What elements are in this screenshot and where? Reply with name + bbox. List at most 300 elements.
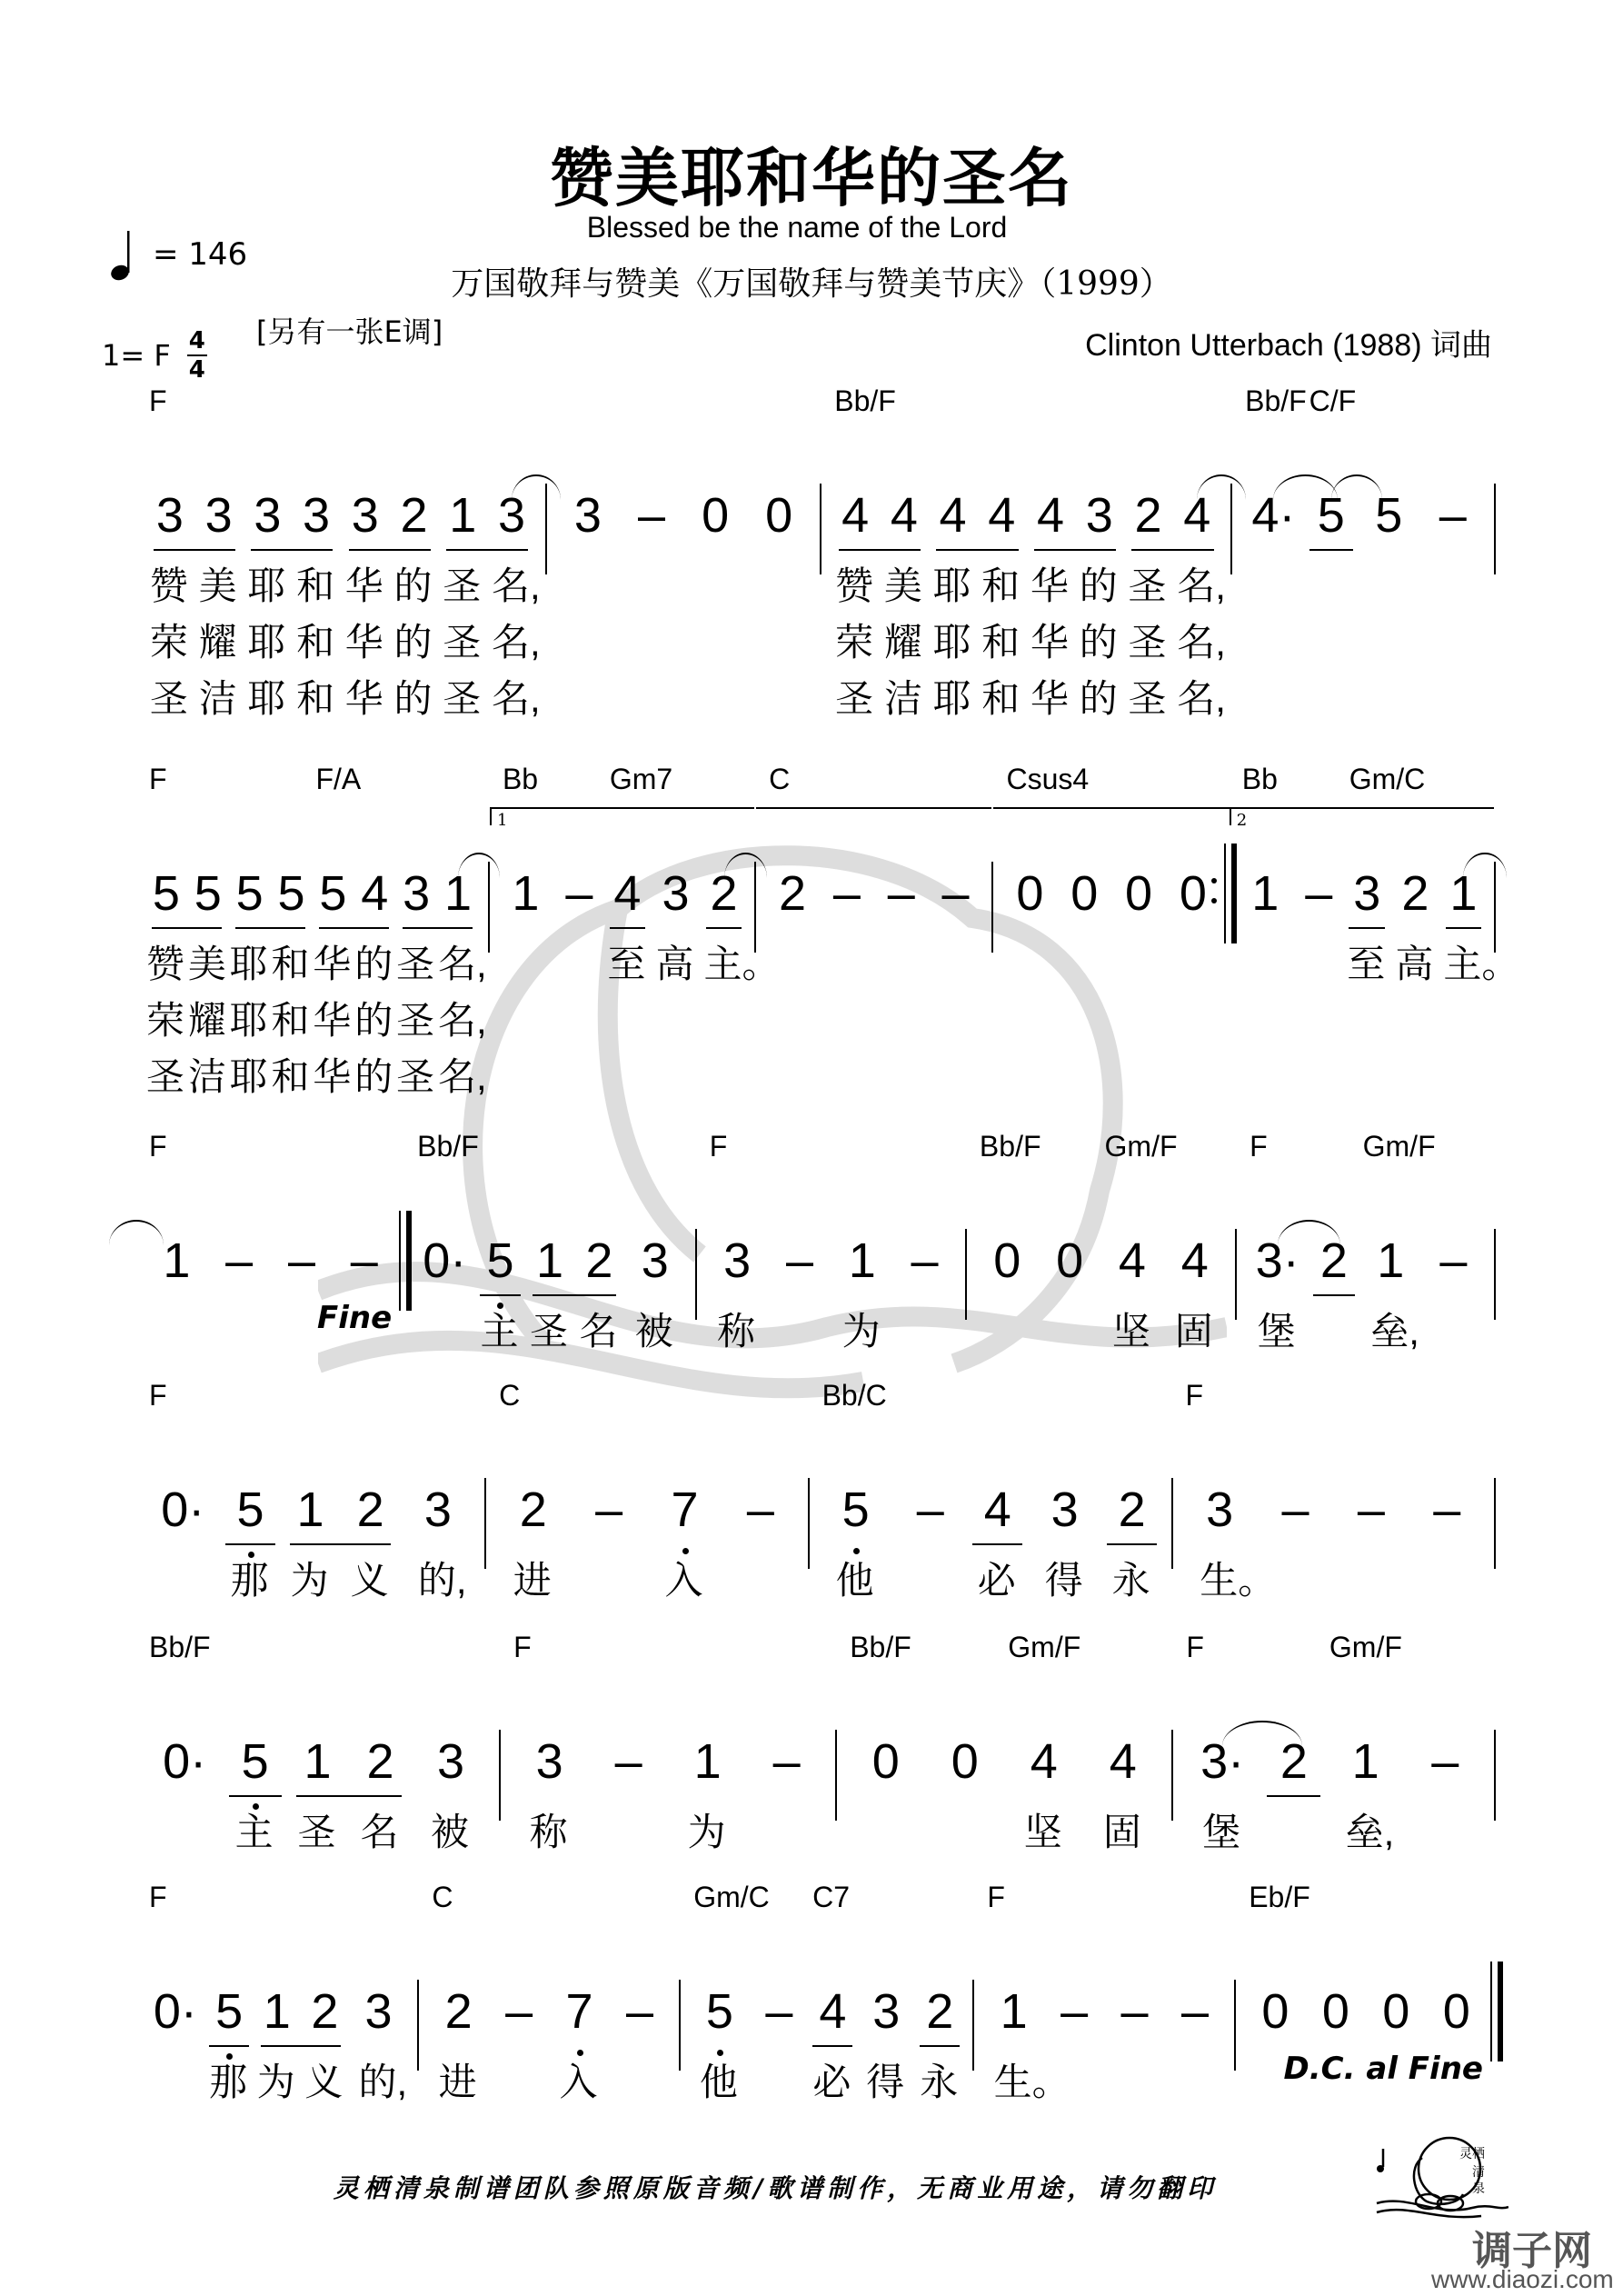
note-digit: 5 (1375, 488, 1403, 543)
beam-group (395, 862, 487, 1098)
time-top: 4 (188, 327, 205, 354)
score-system (136, 763, 1520, 1098)
chord-symbol: F (149, 1379, 167, 1412)
lyric: 高 (1395, 943, 1434, 985)
note-digit: 1 (1351, 1734, 1379, 1789)
note (1366, 1980, 1426, 2043)
note (893, 1478, 968, 1542)
note-digit: 4 (1180, 1233, 1209, 1288)
note (624, 1229, 686, 1353)
note-digit: – (287, 1233, 316, 1288)
note (690, 1881, 770, 2103)
lyric: 圣 (396, 999, 435, 1042)
tempo-value: = 146 (153, 236, 248, 273)
note-digit: 0 (1442, 1984, 1470, 2039)
lower-octave-dot (853, 1548, 860, 1554)
lyric: 荣 (145, 999, 184, 1042)
lyric: 名, (492, 621, 541, 664)
note-digit: 3 (535, 1734, 563, 1789)
note (475, 1229, 524, 1353)
chord-symbol: Gm/F (1362, 1130, 1436, 1163)
measure (974, 1881, 1236, 2103)
chord-symbol: Csus4 (1006, 763, 1090, 795)
note (412, 1730, 490, 1853)
lyric: 名, (438, 943, 487, 985)
lyric: 洁 (883, 677, 922, 720)
chord-symbol: Gm/F (1008, 1631, 1081, 1663)
note-digit: 5 (1317, 488, 1345, 543)
note (145, 384, 194, 720)
note-digit: – (1439, 488, 1467, 543)
note-digit: 0 (1056, 1233, 1084, 1288)
note (1346, 763, 1426, 985)
lyric: 入 (559, 2061, 598, 2103)
note-digit: 1 (1449, 866, 1478, 921)
lyric: 和 (296, 677, 335, 720)
chord-symbol: Gm/F (1104, 1130, 1178, 1163)
measure (404, 1130, 697, 1353)
note (1044, 1980, 1104, 2043)
lyric: 华 (313, 1055, 352, 1098)
measure (1173, 1379, 1496, 1602)
lower-octave-dot (497, 1303, 503, 1309)
chord-symbol: Bb/F (417, 1130, 479, 1163)
chord-symbol: C (432, 1881, 453, 1913)
key-signature (102, 329, 207, 382)
note-digit: – (832, 866, 861, 921)
note (765, 763, 820, 925)
note-digit: – (941, 866, 970, 921)
lyric: 和 (271, 943, 310, 985)
lyric: 圣 (529, 1310, 568, 1353)
beam-group (1309, 1229, 1359, 1293)
note (1039, 1229, 1101, 1293)
lyric: 那 (230, 1559, 269, 1602)
alt-key-note: [另有一张E调] (256, 314, 443, 349)
note (649, 862, 702, 985)
note (312, 763, 362, 1098)
lyric: 耀 (198, 621, 237, 664)
note (750, 1980, 809, 2043)
lyric: 主 (480, 1310, 519, 1353)
navigation-marking: Fine (317, 1300, 393, 1336)
note-digit: – (505, 1984, 533, 2039)
beam-group (1102, 1478, 1162, 1602)
note (390, 484, 439, 720)
note (1083, 1730, 1162, 1853)
beam-group (929, 484, 1026, 720)
note (1163, 1229, 1226, 1353)
note-digit: 4 (890, 488, 918, 543)
note (413, 1130, 479, 1293)
note (487, 484, 541, 720)
beam-group (968, 1478, 1028, 1602)
note (1172, 484, 1226, 720)
volta-bracket (756, 807, 991, 809)
lyric: 名, (492, 677, 541, 720)
note (1165, 1980, 1225, 2043)
chord-symbol: Gm7 (609, 763, 673, 795)
lower-octave-dot (717, 2050, 723, 2056)
note-digit: 3· (1255, 1233, 1299, 1288)
note (1075, 484, 1124, 720)
lyric: 至 (607, 943, 646, 985)
lyric: 和 (981, 564, 1021, 607)
note (976, 1130, 1041, 1293)
lyric: 华 (344, 621, 383, 664)
score-system (136, 1379, 1496, 1602)
note (1262, 1730, 1326, 1793)
note (145, 1881, 205, 2043)
note-digit: 1 (304, 1734, 332, 1789)
lyric: 的 (1079, 677, 1118, 720)
note (706, 1130, 769, 1353)
key-label: 1= F (102, 338, 171, 373)
copyright-notice: 灵栖清泉制谱团队参照原版音频/歌谱制作，无商业用途，请勿翻印 (333, 2173, 1218, 2203)
note (1026, 484, 1075, 720)
chord-symbol: Bb/C (821, 1379, 887, 1412)
note-digit: 5 (486, 1233, 514, 1288)
note (271, 1229, 334, 1293)
note (574, 1229, 623, 1353)
time-bottom: 4 (188, 356, 205, 384)
note-digit: 3 (497, 488, 526, 543)
note-digit: 5 (236, 1482, 264, 1537)
lyric: 耀 (883, 621, 922, 664)
note (221, 1478, 281, 1602)
note (819, 1379, 893, 1602)
lyric: 圣 (149, 677, 188, 720)
lyric: 和 (296, 564, 335, 607)
note-digit: 2 (1134, 488, 1162, 543)
note-digit: 3 (436, 1734, 465, 1789)
note (1102, 1478, 1162, 1602)
note (722, 1478, 798, 1542)
note-digit: 7 (565, 1984, 593, 2039)
note-digit: 4 (1118, 1233, 1146, 1288)
note-digit: 5 (194, 866, 222, 921)
note (1002, 763, 1090, 925)
note (620, 484, 683, 547)
lyric: 称 (529, 1811, 568, 1853)
chord-symbol: F (1250, 1130, 1268, 1163)
note (341, 484, 390, 720)
note-digit: 5 (277, 866, 305, 921)
measure (136, 1379, 486, 1602)
lyric: 主 (234, 1811, 274, 1853)
lower-octave-dot (577, 2050, 583, 2056)
note (916, 1980, 963, 2103)
measure (136, 1881, 419, 2103)
lyric: 圣 (297, 1811, 336, 1853)
note-digit: 0 (871, 1734, 900, 1789)
note-digit: 5 (152, 866, 180, 921)
lyric: 圣 (443, 564, 482, 607)
measure (1236, 1881, 1496, 2087)
lyric: 至 (1347, 943, 1386, 985)
lyric: 荣 (149, 621, 188, 664)
note-digit: 4 (1183, 488, 1211, 543)
note (1292, 862, 1346, 925)
chord-symbol: F (1186, 1631, 1204, 1663)
note-digit: 1 (512, 866, 540, 921)
note (647, 1478, 722, 1602)
note-digit: – (1305, 866, 1333, 921)
note-digit: 3 (1085, 488, 1113, 543)
score-system (136, 1631, 1496, 1853)
beam-group (438, 484, 541, 720)
measure (697, 1130, 967, 1353)
lyric: 被 (431, 1811, 470, 1853)
note-digit: 2 (1118, 1482, 1146, 1537)
note-digit: 3 (1050, 1482, 1079, 1537)
lyric: 入 (664, 1559, 703, 1602)
note (1111, 862, 1166, 925)
lyric: 永 (1111, 1559, 1150, 1602)
measure (501, 1631, 837, 1853)
note (831, 384, 896, 720)
note-digit: – (772, 1734, 801, 1789)
lyric: 美 (883, 564, 922, 607)
chord-symbol: C7 (812, 1881, 851, 1913)
note (1389, 862, 1442, 985)
note-digit: 1 (296, 1482, 324, 1537)
lyric: 圣 (396, 943, 435, 985)
note-digit: 4 (613, 866, 642, 921)
english-subtitle: Blessed be the name of the Lord (586, 211, 1008, 244)
note-digit: 0 (1070, 866, 1099, 921)
note-digit: 0 (1321, 1984, 1349, 2039)
lyric: 圣 (1128, 564, 1167, 607)
lyric: 荣 (835, 621, 874, 664)
lyric: 洁 (198, 677, 237, 720)
measure (1230, 763, 1520, 985)
note-digit: – (1180, 1984, 1210, 2039)
chord-symbol: Bb/F (149, 1631, 211, 1663)
note-digit: 4 (819, 1984, 847, 2039)
note-digit: – (350, 1233, 378, 1288)
note (929, 484, 978, 720)
note (1333, 1478, 1409, 1542)
note-digit: – (565, 866, 593, 921)
note-digit: 4 (841, 488, 870, 543)
beam-group (243, 484, 340, 720)
lyric: 他 (835, 1559, 874, 1602)
note-digit: 0 (951, 1734, 979, 1789)
note (983, 1881, 1070, 2103)
note-digit: 2 (366, 1734, 394, 1789)
measure (1173, 1631, 1496, 1853)
note (145, 1631, 224, 1793)
lyric: 的 (1079, 564, 1118, 607)
lyric: 高 (655, 943, 694, 985)
note (1004, 1631, 1083, 1853)
chord-symbol: F/A (315, 763, 362, 795)
lyric: 耶 (247, 677, 286, 720)
note (556, 484, 620, 547)
note-digit: 1 (263, 1984, 291, 2039)
note (194, 484, 244, 720)
note-digit: 0 (1125, 866, 1153, 921)
lyric: 堡 (1257, 1310, 1296, 1353)
lyric: 得 (1044, 1559, 1083, 1602)
note (301, 1980, 349, 2103)
note (606, 763, 673, 985)
lyric: 为 (290, 1559, 329, 1602)
chord-symbol: C (499, 1379, 521, 1412)
volta-number: 2 (1236, 811, 1248, 830)
lyric: 名, (1177, 621, 1226, 664)
lyric: 固 (1174, 1310, 1213, 1353)
note (809, 1881, 856, 2103)
note-digit: 2 (1319, 1233, 1348, 1288)
note (510, 1631, 589, 1853)
note (968, 1478, 1028, 1602)
measure (1232, 384, 1496, 574)
lyric: 坚 (1111, 1310, 1150, 1353)
note-digit: 1 (693, 1734, 722, 1789)
beam-group (1124, 484, 1226, 720)
note (1104, 1980, 1164, 2043)
lyric: 圣 (443, 677, 482, 720)
note-digit: – (765, 1984, 793, 2039)
beam-group (525, 1229, 624, 1353)
note-digit: 3· (1200, 1734, 1245, 1789)
note (349, 1980, 409, 2103)
volta-bracket (490, 807, 754, 830)
beam-group (809, 1881, 856, 2103)
lyric: 名 (360, 1811, 399, 1853)
note (281, 1478, 341, 1602)
measure (837, 1631, 1173, 1853)
note (929, 862, 983, 925)
note-digit: 0 (765, 488, 793, 543)
note-digit: 1 (848, 1233, 876, 1288)
lyric: 被 (634, 1310, 673, 1353)
lyric: 进 (438, 2061, 477, 2103)
lyric: 和 (981, 677, 1021, 720)
lyric: 的 (354, 1055, 393, 1098)
lyric: 耶 (229, 1055, 268, 1098)
note (1057, 862, 1111, 925)
note (1101, 1130, 1178, 1353)
note (292, 484, 341, 720)
note-digit: – (887, 866, 915, 921)
note-digit: 0· (153, 1984, 197, 2039)
note-digit: 1 (535, 1233, 563, 1288)
measure (756, 763, 993, 953)
note-digit: 0· (163, 1734, 207, 1789)
beam-group (205, 1980, 254, 2103)
measure (821, 384, 1232, 720)
note (1405, 1730, 1485, 1793)
note (395, 862, 437, 1098)
navigation-marking: D.C. al Fine (1283, 2051, 1483, 2087)
note (1182, 1379, 1277, 1602)
note-digit: 2 (519, 1482, 547, 1537)
chord-symbol: F (149, 1881, 167, 1913)
note (145, 1130, 208, 1293)
measure (967, 1130, 1237, 1353)
lower-octave-dot (682, 1548, 689, 1554)
note (1245, 1881, 1310, 2043)
lyric: 为 (841, 1310, 881, 1353)
note-digit: 1 (449, 488, 477, 543)
composer-credit: Clinton Utterbach (1988) 词曲 (1085, 328, 1492, 363)
note (846, 1631, 925, 1793)
chord-symbol: F (987, 1881, 1005, 1913)
tie-mark (1463, 853, 1506, 878)
lyric: 必 (812, 2061, 851, 2103)
beam-group (145, 384, 243, 720)
beam-group (229, 862, 313, 1098)
note-digit: 5 (235, 866, 264, 921)
note-digit: 3 (303, 488, 331, 543)
lyric: 主。 (703, 943, 781, 985)
tempo-marking (107, 227, 247, 282)
note (747, 484, 811, 547)
beam-group (1306, 384, 1357, 547)
note (1359, 1130, 1436, 1353)
site-url[interactable]: www.diaozi.com (1431, 2265, 1614, 2293)
note-digit: 0 (1016, 866, 1044, 921)
note (880, 484, 929, 720)
note (610, 1980, 670, 2043)
site-name: 调子网 (1472, 2228, 1592, 2274)
note (1409, 1478, 1485, 1542)
lyric: 名 (579, 1310, 618, 1353)
lyric: 进 (513, 1559, 552, 1602)
note (977, 484, 1026, 720)
note (1241, 384, 1307, 547)
beam-group (145, 763, 229, 1098)
note-digit: – (1281, 1482, 1309, 1537)
note-digit: 3 (403, 866, 431, 921)
lyric: 的 (354, 943, 393, 985)
note (229, 862, 271, 1098)
lyric: 称 (717, 1310, 756, 1353)
lyric: 耶 (932, 564, 971, 607)
note-digit: 3 (155, 488, 184, 543)
lyric: 垒, (1370, 1310, 1419, 1353)
lyric: 的 (393, 621, 433, 664)
chord-symbol: Gm/C (693, 1881, 770, 1913)
lyric: 得 (866, 2061, 905, 2103)
note-digit: 0 (1261, 1984, 1289, 2039)
note (683, 484, 747, 547)
note-digit: 4 (1037, 488, 1065, 543)
lyric: 名, (1177, 677, 1226, 720)
note-digit: 4 (988, 488, 1016, 543)
note (1442, 862, 1520, 985)
note (1422, 1229, 1485, 1293)
measure (136, 384, 547, 720)
note-digit: 2 (356, 1482, 384, 1537)
note-digit: – (595, 1482, 623, 1537)
chord-symbol: F (1185, 1379, 1204, 1412)
note (1166, 862, 1220, 925)
measure (681, 1881, 974, 2103)
note-digit: 4 (939, 488, 967, 543)
note-digit: – (785, 1233, 813, 1288)
note-digit: 2 (926, 1984, 954, 2039)
chord-symbol: F (709, 1130, 728, 1163)
beam-group (702, 862, 781, 985)
beam-group (281, 1478, 401, 1602)
lyric: 的 (354, 999, 393, 1042)
note-digit: 5 (319, 866, 347, 921)
note-digit: – (1431, 1734, 1459, 1789)
